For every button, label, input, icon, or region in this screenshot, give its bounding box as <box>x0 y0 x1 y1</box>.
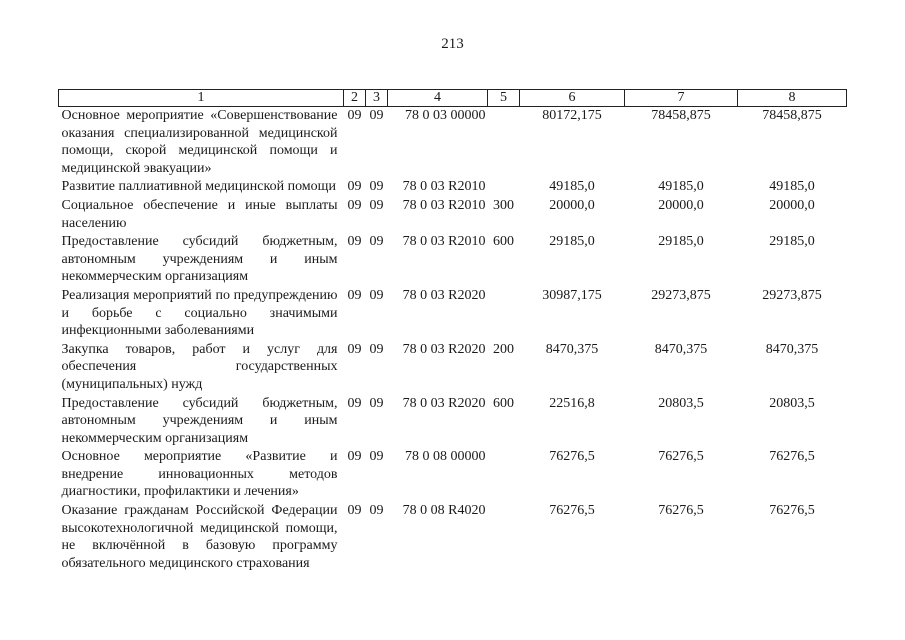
row-amount-col7: 29185,0 <box>658 234 704 250</box>
row-amount-col6: 8470,375 <box>545 341 599 357</box>
row-amount-col8: 20000,0 <box>769 197 815 213</box>
row-amount-col7: 8470,375 <box>654 341 708 357</box>
column-header-5: 5 <box>488 90 520 107</box>
row-expense-type <box>488 287 520 341</box>
column-header-3: 3 <box>366 90 388 107</box>
row-section: 09 <box>347 287 362 303</box>
table-header-row <box>59 90 847 107</box>
row-amount-col8: 29273,875 <box>762 287 822 303</box>
row-target-article: 78 0 03 R2010 <box>402 234 486 250</box>
row-amount-col7: 20803,5 <box>658 395 704 411</box>
budget-table <box>58 89 847 573</box>
row-section: 09 <box>347 179 362 195</box>
row-subsection: 09 <box>369 108 384 123</box>
row-target-article: 78 0 03 R2020 <box>402 287 486 303</box>
row-amount-col8: 49185,0 <box>769 179 815 195</box>
row-amount-col8: 76276,5 <box>769 503 815 519</box>
column-header-1: 1 <box>59 90 344 107</box>
row-name: Развитие паллиативной медицинской помощи <box>61 179 336 195</box>
row-section: 09 <box>347 395 362 411</box>
page-number: 213 <box>441 36 464 52</box>
row-section: 09 <box>347 503 362 519</box>
row-amount-col6: 30987,175 <box>542 287 602 303</box>
row-target-article: 78 0 03 R2020 <box>402 395 486 411</box>
row-expense-type <box>488 107 520 179</box>
row-amount-col8: 8470,375 <box>765 341 819 357</box>
table-row <box>59 341 847 395</box>
row-amount-col8: 78458,875 <box>762 108 822 123</box>
row-amount-col6: 20000,0 <box>549 197 595 213</box>
column-header-2: 2 <box>344 90 366 107</box>
table-row <box>59 233 847 287</box>
row-name: Реализация мероприятий по предупреждению и борьбе с социально значимыми инфекционными заболеваниями <box>61 287 338 339</box>
row-section: 09 <box>347 341 362 357</box>
row-section: 09 <box>347 197 362 213</box>
column-header-6: 6 <box>520 90 625 107</box>
row-name: Основное мероприятие «Совершенствование оказания специализированной медицинской помощи, скорой медицинской помощи и медицинской эвакуации» <box>61 108 338 176</box>
row-expense-type: 300 <box>493 197 514 213</box>
row-target-article: 78 0 03 R2010 <box>402 197 486 213</box>
row-amount-col6: 49185,0 <box>549 179 595 195</box>
row-expense-type: 600 <box>493 234 514 250</box>
row-amount-col6: 22516,8 <box>549 395 595 411</box>
row-expense-type <box>488 178 520 197</box>
column-header-7: 7 <box>625 90 738 107</box>
row-name: Оказание гражданам Российской Федерации высокотехнологичной медицинской помощи, не включённой в базовую программу обязательного медицинского страхования <box>61 503 338 571</box>
row-subsection: 09 <box>369 395 384 411</box>
table-row <box>59 448 847 502</box>
table-row <box>59 395 847 449</box>
table-row <box>59 178 847 197</box>
row-amount-col7: 76276,5 <box>658 503 704 519</box>
row-amount-col7: 78458,875 <box>651 108 711 123</box>
row-amount-col6: 76276,5 <box>549 449 595 465</box>
row-subsection: 09 <box>369 179 384 195</box>
row-subsection: 09 <box>369 197 384 213</box>
row-subsection: 09 <box>369 287 384 303</box>
row-amount-col7: 76276,5 <box>658 449 704 465</box>
row-amount-col6: 80172,175 <box>542 108 602 123</box>
row-section: 09 <box>347 234 362 250</box>
row-amount-col8: 29185,0 <box>769 234 815 250</box>
table-row <box>59 197 847 233</box>
row-amount-col6: 29185,0 <box>549 234 595 250</box>
row-target-article: 78 0 03 00000 <box>405 108 486 123</box>
table-row <box>59 502 847 573</box>
row-expense-type: 200 <box>493 341 514 357</box>
row-section: 09 <box>347 449 362 465</box>
column-header-4: 4 <box>388 90 488 107</box>
row-subsection: 09 <box>369 449 384 465</box>
row-amount-col8: 20803,5 <box>769 395 815 411</box>
row-amount-col6: 76276,5 <box>549 503 595 519</box>
row-amount-col7: 20000,0 <box>658 197 704 213</box>
row-name: Основное мероприятие «Развитие и внедрение инновационных методов диагностики, профилактики и лечения» <box>61 449 338 500</box>
row-expense-type <box>488 448 520 502</box>
table-row <box>59 287 847 341</box>
row-amount-col7: 29273,875 <box>651 287 711 303</box>
row-target-article: 78 0 08 00000 <box>405 449 486 465</box>
table-row <box>59 107 847 179</box>
row-subsection: 09 <box>369 341 384 357</box>
row-target-article: 78 0 03 R2020 <box>402 341 486 357</box>
row-expense-type: 600 <box>493 395 514 411</box>
row-name: Предоставление субсидий бюджетным, автономным учреждениям и иным некоммерческим организациям <box>61 395 338 446</box>
row-subsection: 09 <box>369 234 384 250</box>
column-header-8: 8 <box>738 90 847 107</box>
row-target-article: 78 0 03 R2010 <box>402 179 486 195</box>
row-section: 09 <box>347 108 362 123</box>
row-amount-col7: 49185,0 <box>658 179 704 195</box>
row-amount-col8: 76276,5 <box>769 449 815 465</box>
row-name: Предоставление субсидий бюджетным, автономным учреждениям и иным некоммерческим организациям <box>61 234 338 285</box>
row-name: Закупка товаров, работ и услуг для обеспечения государственных (муниципальных) нужд <box>61 341 338 392</box>
row-target-article: 78 0 08 R4020 <box>402 503 486 519</box>
row-subsection: 09 <box>369 503 384 519</box>
row-expense-type <box>488 502 520 573</box>
row-name: Социальное обеспечение и иные выплаты населению <box>61 197 338 231</box>
